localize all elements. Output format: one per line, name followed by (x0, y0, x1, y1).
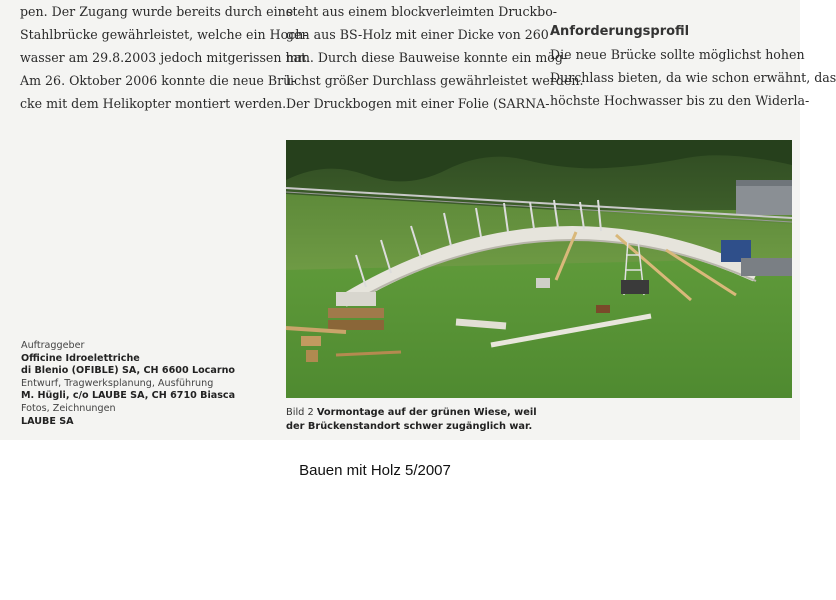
credit-value: di Blenio (OFIBLE) SA, CH 6600 Locarno (21, 365, 235, 377)
text-column-2 (286, 0, 584, 115)
caption-text: der Brückenstandort schwer zugänglich war. (286, 421, 533, 432)
text-line: wasser am 29.8.2003 jedoch mitgerissen hat. (20, 50, 311, 65)
credit-label: Auftraggeber (21, 340, 85, 351)
credit-label: Fotos, Zeichnungen (21, 402, 116, 414)
text-line: Stahlbrücke gewährleistet, welche ein Hoch- (20, 27, 308, 42)
text-line: gen aus BS-Holz mit einer Dicke von 260 (286, 27, 549, 42)
publication-source: Bauen mit Holz 5/2007 (299, 462, 451, 479)
text-line: höchste Hochwasser bis zu den Widerla- (550, 93, 810, 108)
credit-value: M. Hügli, c/o LAUBE SA, CH 6710 Biasca (21, 390, 236, 402)
text-line: Der Druckbogen mit einer Folie (SARNA- (286, 96, 550, 111)
section-heading: Anforderungsprofil (550, 24, 690, 39)
photo-caption (286, 406, 537, 434)
text-column-1 (20, 0, 311, 115)
text-line: cke mit dem Helikopter montiert werden. (20, 96, 287, 111)
text-line: steht aus einem blockverleimten Druckbo- (286, 4, 558, 19)
text-line: Durchlass bieten, da wie schon erwähnt, das (550, 70, 836, 85)
caption-label: Bild 2 (286, 407, 314, 418)
text-line: Am 26. Oktober 2006 konnte die neue Brü- (20, 73, 296, 88)
credit-value: LAUBE SA (21, 415, 74, 427)
text-column-3 (550, 0, 836, 112)
text-line: lichst größer Durchlass gewährleistet werden. (286, 73, 584, 88)
text-line: mm. Durch diese Bauweise konnte ein mög- (286, 50, 568, 65)
caption-text: Vormontage auf der grünen Wiese, weil (316, 407, 537, 418)
project-credits (21, 340, 235, 428)
bridge-photo (286, 140, 792, 398)
text-line: Die neue Brücke sollte möglichst hohen (550, 47, 805, 62)
text-line: pen. Der Zugang wurde bereits durch eine (20, 4, 294, 19)
credit-label: Entwurf, Tragwerksplanung, Ausführung (21, 377, 214, 389)
bridge-photo-illustration (286, 140, 792, 398)
credit-value: Officine Idroelettriche (21, 352, 140, 364)
